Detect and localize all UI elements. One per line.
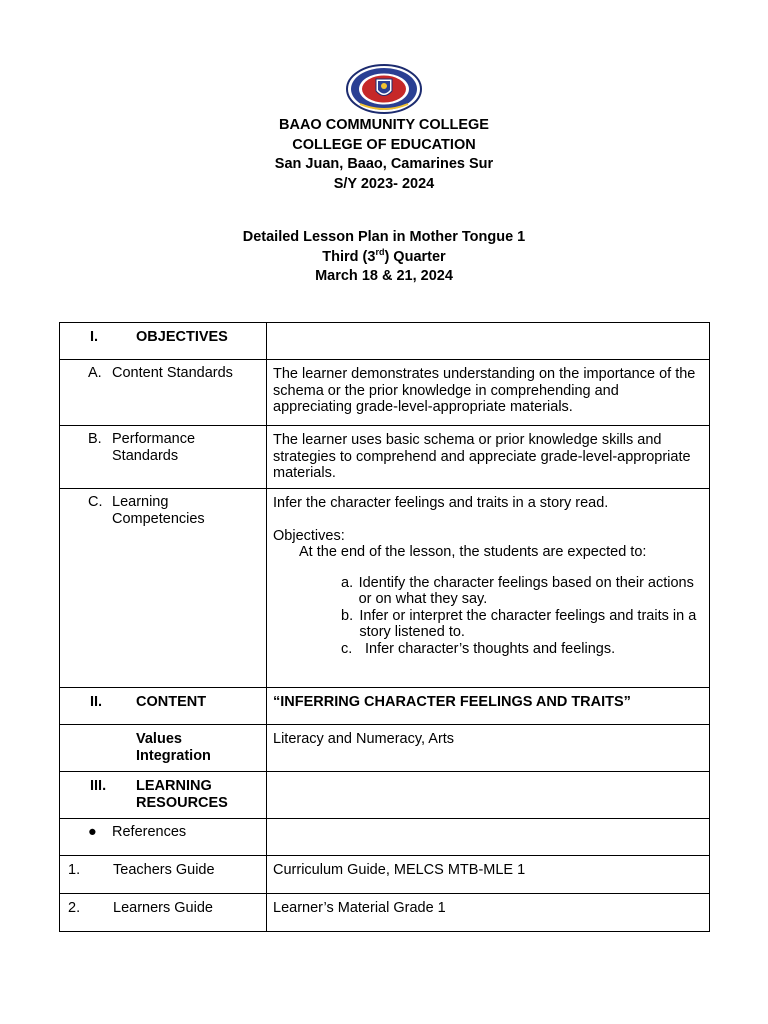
section-objectives-label: I. OBJECTIVES — [90, 329, 228, 345]
learning-competencies-label: C. Learning Competencies — [88, 494, 205, 527]
teachers-guide-text: Curriculum Guide, MELCS MTB-MLE 1 — [267, 856, 710, 894]
section-resources-label: III. LEARNING RESOURCES — [90, 778, 228, 811]
college-seal-logo — [346, 64, 422, 114]
teachers-guide-label: 1. Teachers Guide — [68, 862, 215, 878]
plan-date: March 18 & 21, 2024 — [315, 268, 453, 284]
plan-title: Detailed Lesson Plan in Mother Tongue 1 — [242, 229, 526, 245]
college-name: BAAO COMMUNITY COLLEGE — [279, 117, 489, 133]
content-standards-label: A. Content Standards — [88, 365, 233, 381]
section-content-label: II. CONTENT — [90, 694, 207, 710]
table-row-references — [60, 819, 710, 856]
college-header — [0, 116, 768, 194]
objectives-heading: Objectives: — [273, 527, 345, 544]
table-row-learning-resources — [60, 772, 710, 819]
table-row-content-standards — [60, 360, 710, 426]
list-item: c. Infer character’s thoughts and feelings. — [341, 640, 616, 657]
table-row-learning-competencies — [60, 489, 710, 688]
learners-guide-text: Learner’s Material Grade 1 — [267, 894, 710, 932]
table-row-performance-standards — [60, 426, 710, 489]
plan-header — [0, 228, 768, 287]
bullet-icon: ● — [88, 824, 97, 840]
school-year: S/Y 2023- 2024 — [333, 175, 435, 192]
table-row-learners-guide — [60, 894, 710, 932]
performance-standards-text: The learner uses basic schema or prior knowledge skills and strategies to comprehend and appreciate grade-level-appropriate materials. — [267, 426, 710, 489]
table-row-objectives — [60, 323, 710, 360]
content-standards-text: The learner demonstrates understanding on the importance of the schema or the prior knowledge in comprehending and appreciating grade-level-appropriate materials. — [267, 360, 710, 426]
list-item: a. Identify the character feelings based on their actions or on what they say. — [341, 574, 694, 607]
references-label: ● References — [88, 824, 187, 840]
table-row-content — [60, 688, 710, 725]
list-item: b. Infer or interpret the character feelings and traits in a story listened to. — [341, 607, 697, 640]
learners-guide-label: 2. Learners Guide — [68, 900, 213, 916]
table-row-teachers-guide — [60, 856, 710, 894]
objectives-intro: At the end of the lesson, the students are expected to: — [299, 544, 647, 560]
table-row-values-integration — [60, 725, 710, 772]
objectives-list — [273, 575, 701, 658]
college-address: San Juan, Baao, Camarines Sur — [274, 156, 494, 172]
department-name: COLLEGE OF EDUCATION — [292, 136, 476, 153]
quarter-label: Third (3rd) Quarter — [322, 246, 446, 265]
values-integration-label: Values Integration — [136, 731, 211, 764]
content-topic: “INFERRING CHARACTER FEELINGS AND TRAITS” — [267, 688, 710, 725]
values-integration-text: Literacy and Numeracy, Arts — [267, 725, 710, 772]
lesson-plan-table — [59, 322, 710, 932]
performance-standards-label: B. Performance Standards — [88, 431, 196, 464]
competency-intro: Infer the character feelings and traits in a story read. — [273, 495, 609, 511]
